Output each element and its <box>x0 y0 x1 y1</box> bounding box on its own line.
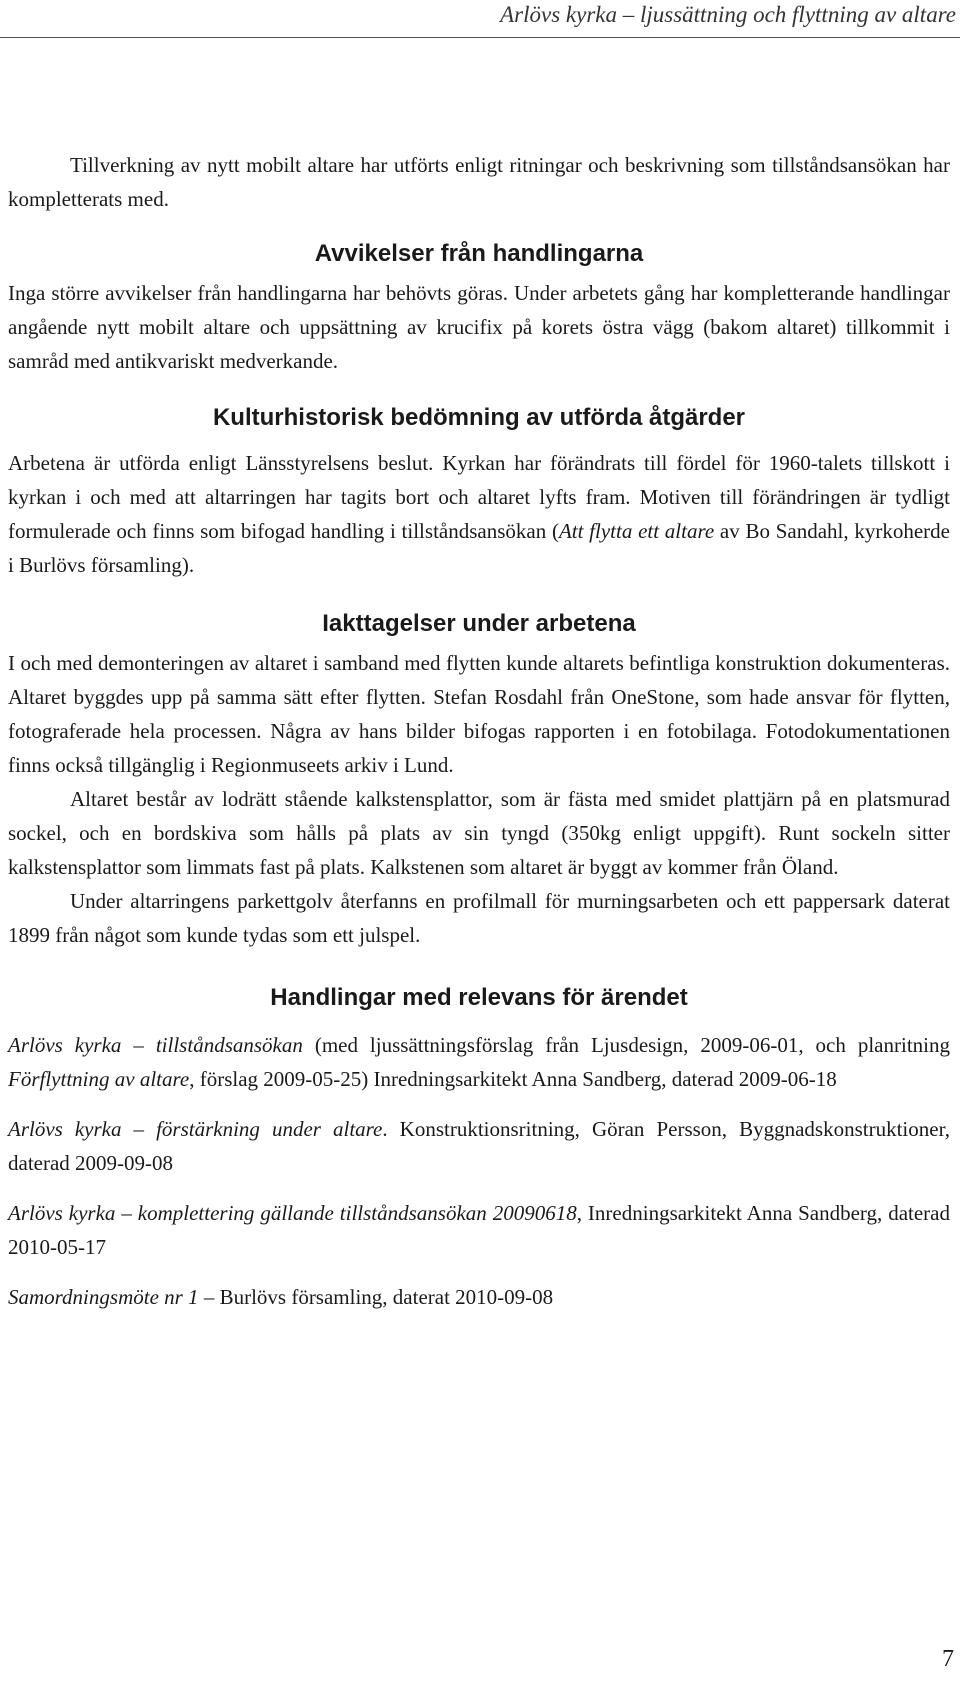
doc-item-italic: Förflyttning av altare <box>8 1067 190 1091</box>
heading-avvikelser: Avvikelser från handlingarna <box>314 240 644 267</box>
document-body <box>8 148 950 1330</box>
document-list-item <box>8 1112 950 1180</box>
doc-item-text: – Burlövs församling, daterat 2010-09-08 <box>198 1285 554 1309</box>
running-header <box>0 0 960 38</box>
heading-handlingar: Handlingar med relevans för ärendet <box>270 984 688 1011</box>
kulturhistorisk-text-before: Arbetena är utförda enligt Länsstyrelsens beslut. Kyrkan har förändrats till fördel för 1960-talets tillskott i kyrkan i och med att altarringen har tagits bort och altaret lyfts fram. Motiven till förändringen är tydligt formulerade och finns som bifogad handling i tillståndsansökan ( <box>8 451 950 543</box>
document-list-item <box>8 1028 950 1096</box>
heading-iakttagelser: Iakttagelser under arbetena <box>322 610 636 637</box>
document-list-item <box>8 1196 950 1264</box>
doc-item-text-tail: , förslag 2009-05-25) Inredningsarkitekt Anna Sandberg, daterad 2009-06-18 <box>189 1067 837 1091</box>
doc-item-text: , Inredningsarkitekt Anna Sandberg, daterad 2010-05-17 <box>8 1201 950 1259</box>
doc-item-title: Arlövs kyrka – komplettering gällande tillståndsansökan 20090618 <box>8 1201 577 1225</box>
iakttagelser-paragraph-1: I och med demonteringen av altaret i samband med flytten kunde altarets befintliga konstruktion dokumenteras. Altaret byggdes upp på samma sätt efter flytten. Stefan Rosdahl från OneStone, som hade ansvar för flytten, fotograferade hela processen. Några av hans bilder bifogas rapporten i en fotobilaga. Fotodokumentationen finns också tillgänglig i Regionmuseets arkiv i Lund. <box>8 651 950 777</box>
heading-kulturhistorisk: Kulturhistorisk bedömning av utförda åtgärder <box>212 404 746 431</box>
iakttagelser-paragraph-3: Under altarringens parkettgolv återfanns en profilmall för murningsarbeten och ett pappersark daterat 1899 från något som kunde tydas som ett julspel. <box>8 889 950 947</box>
kulturhistorisk-text-after: av Bo Sandahl, kyrkoherde i Burlövs församling). <box>8 519 950 577</box>
intro-paragraph: Tillverkning av nytt mobilt altare har utförts enligt ritningar och beskrivning som tillståndsansökan har kompletterats med. <box>8 153 950 211</box>
kulturhistorisk-italic-title: Att flytta ett altare <box>558 519 715 543</box>
doc-item-text: (med ljussättningsförslag från Ljusdesign, 2009-06-01, och planritning <box>302 1033 950 1057</box>
document-list-item <box>8 1280 950 1314</box>
doc-item-text: . Konstruktionsritning, Göran Persson, Byggnadskonstruktioner, daterad 2009-09-08 <box>8 1117 950 1175</box>
doc-item-title: Arlövs kyrka – förstärkning under altare <box>8 1117 383 1141</box>
doc-item-title: Samordningsmöte nr 1 <box>8 1285 199 1309</box>
doc-item-title: Arlövs kyrka – tillståndsansökan <box>8 1033 303 1057</box>
kulturhistorisk-paragraph <box>8 446 950 582</box>
running-header-title: Arlövs kyrka – ljussättning och flyttning av altare <box>500 2 956 27</box>
page-number: 7 <box>942 1646 954 1672</box>
avvikelser-paragraph: Inga större avvikelser från handlingarna har behövts göras. Under arbetets gång har kompletterande handlingar angående nytt mobilt altare och uppsättning av krucifix på korets östra vägg (bakom altaret) tillkommit i samråd med antikvariskt medverkande. <box>8 281 950 373</box>
iakttagelser-paragraph-2: Altaret består av lodrätt stående kalkstensplattor, som är fästa med smidet plattjärn på en platsmurad sockel, och en bordskiva som hålls på plats av sin tyngd (350kg enligt uppgift). Runt sockeln sitter kalkstensplattor som limmats fast på plats. Kalkstenen som altaret är byggt av kommer från Öland. <box>8 787 950 879</box>
